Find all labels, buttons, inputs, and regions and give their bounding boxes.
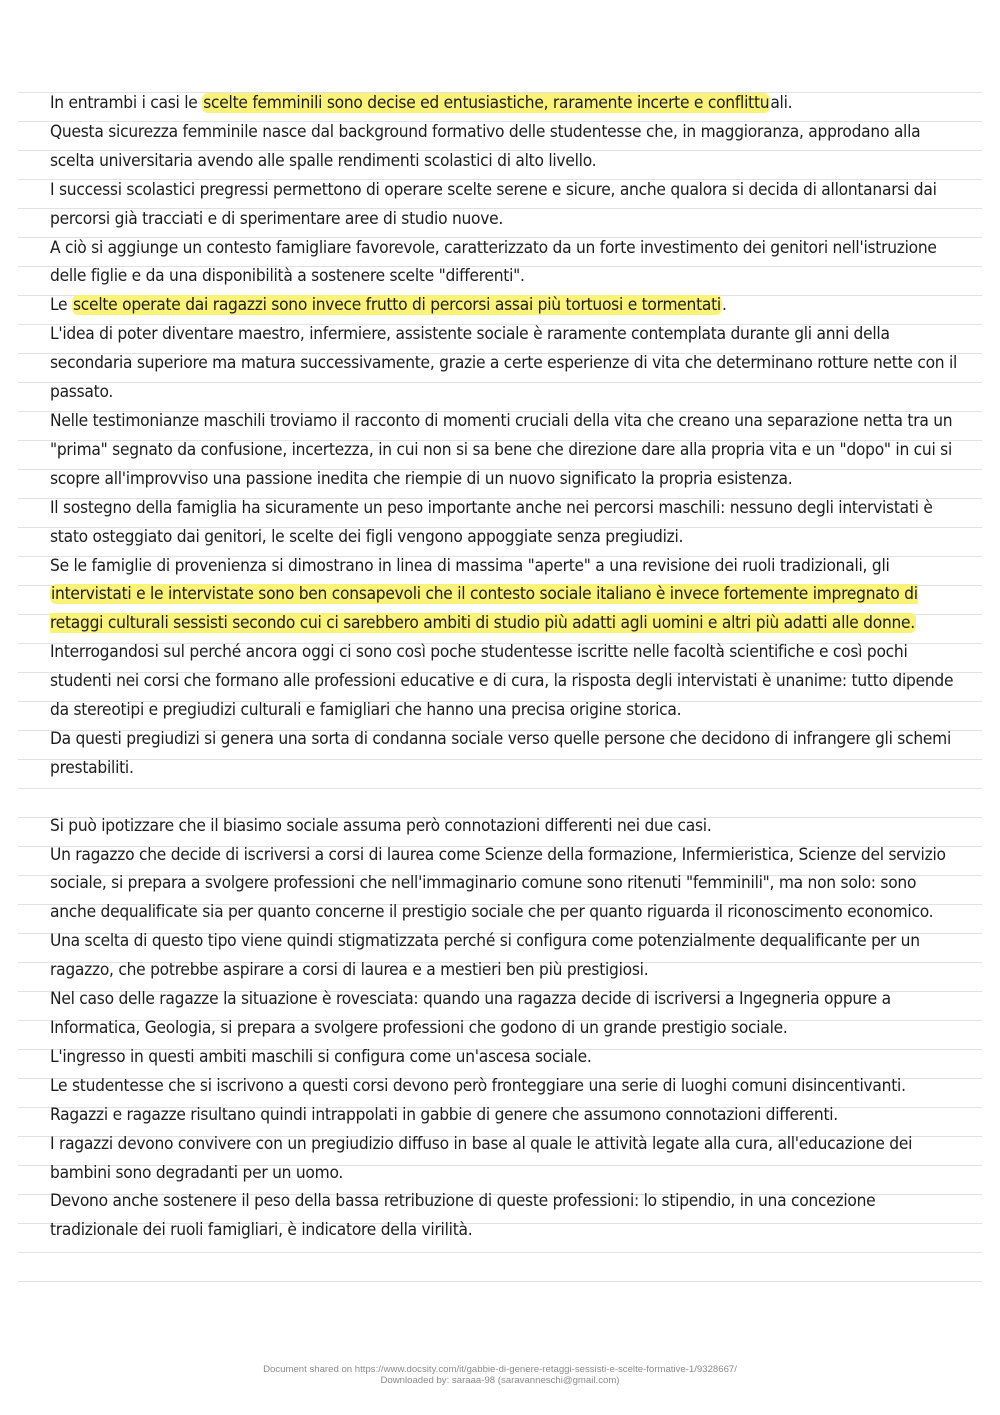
note-paragraph (50, 291, 960, 320)
paragraph-text: Nelle testimonianze maschili troviamo il racconto di momenti cruciali della vita che creano una separazione netta tra un "prima" segnato da confusione, incertezza, in cui non si sa bene che direzione dare alla propria vita e un "dopo" in cui si scopre all'improvviso una passione inedita che riempie di un nuovo significato la propria esistenza. (50, 410, 953, 489)
paragraph-text: Interrogandosi sul perché ancora oggi ci sono così poche studentesse iscritte nelle facoltà scientifiche e così pochi studenti nei corsi che formano alle professioni educative e di cura, la risposta degli intervistati è unanime: tutto dipende da stereotipi e pregiudizi culturali e famigliari che hanno una precisa origine storica. (50, 642, 954, 721)
note-paragraph (50, 1043, 960, 1072)
highlighted-text: intervistati e le intervistate sono ben consapevoli che il contesto sociale italiano è invece fortemente impregnato di retaggi culturali sessisti secondo cui ci sarebbero ambiti di studio più adatti agli uomini e altri più adatti alle donne. (50, 584, 918, 634)
note-paragraph (50, 927, 960, 985)
paragraph-text: Un ragazzo che decide di iscriversi a corsi di laurea come Scienze della formazione, Infermieristica, Scienze del servizio sociale, si prepara a svolgere professioni che nell'immaginario comune sono ritenuti "femminili", ma non solo: sono anche dequalificate sia per quanto concerne il prestigio sociale che per quanto riguarda il riconoscimento economico. (50, 844, 946, 923)
paragraph-text: A ciò si aggiunge un contesto famigliare favorevole, caratterizzato da un forte investimento dei genitori nell'istruzione delle figlie e da una disponibilità a sostenere scelte "differenti". (50, 237, 937, 287)
note-paragraph (50, 407, 960, 494)
footer-shared-link[interactable]: Document shared on https://www.docsity.com/it/gabbie-di-genere-retaggi-sessisti-e-scelte-formative-1/9328667/ (263, 1364, 737, 1375)
highlighted-text: scelte femminili sono decise ed entusiastiche, raramente incerte e conflittu (203, 93, 770, 113)
note-paragraph (50, 638, 960, 725)
note-paragraph (50, 1101, 960, 1130)
handwritten-notes (50, 89, 960, 1245)
paragraph-text: Questa sicurezza femminile nasce dal background formativo delle studentesse che, in maggioranza, approdano alla scelta universitaria avendo alle spalle rendimenti scolastici di alto livello. (50, 121, 921, 171)
note-paragraph (50, 985, 960, 1043)
note-paragraph (50, 494, 960, 552)
note-paragraph (50, 1072, 960, 1101)
bottom-margin (0, 1306, 1000, 1415)
note-paragraph (50, 1130, 960, 1188)
highlighted-text: scelte operate dai ragazzi sono invece frutto di percorsi assai più tortuosi e tormentati (73, 295, 721, 316)
footer-downloaded-by: Downloaded by: saraaa-98 (saravanneschi@gmail.com) (380, 1375, 620, 1386)
paragraph-text: Se le famiglie di provenienza si dimostrano in linea di massima "aperte" a una revisione dei ruoli tradizionali, gli (50, 555, 890, 576)
paragraph-text: Le studentesse che si iscrivono a questi corsi devono però fronteggiare una serie di luoghi comuni disincentivanti. (50, 1075, 906, 1096)
top-margin (0, 0, 1000, 64)
paragraph-text: Il sostegno della famiglia ha sicuramente un peso importante anche nei percorsi maschili: nessuno degli intervistati è stato osteggiato dai genitori, le scelte dei figli vengono appoggiate senza pregiudizi. (50, 497, 933, 547)
paragraph-text-end: . (721, 295, 727, 316)
paragraph-text: Nel caso delle ragazze la situazione è rovesciata: quando una ragazza decide di iscriversi a Ingegneria oppure a Informatica, Geologia, si prepara a svolgere professioni che godono di un grande prestigio sociale. (50, 989, 891, 1038)
paragraph-text: Da questi pregiudizi si genera una sorta di condanna sociale verso quelle persone che decidono di infrangere gli schemi prestabiliti. (50, 728, 952, 778)
paragraph-text: Ragazzi e ragazze risultano quindi intrappolati in gabbie di genere che assumono connotazioni differenti. (50, 1104, 838, 1125)
note-paragraph (50, 552, 960, 639)
paragraph-text: I ragazzi devono convivere con un pregiudizio diffuso in base al quale le attività legate alla cura, all'educazione dei bambini sono degradanti per un uomo. (50, 1133, 913, 1183)
note-paragraph (50, 725, 960, 783)
paragraph-text: L'idea di poter diventare maestro, infermiere, assistente sociale è raramente contemplata durante gli anni della secondaria superiore ma matura successivamente, grazie a certe esperienze di vita che determinano rotture nette con il passato. (50, 324, 958, 403)
paragraph-text: L'ingresso in questi ambiti maschili si configura come un'ascesa sociale. (50, 1046, 592, 1067)
paragraph-text: I successi scolastici pregressi permettono di operare scelte serene e sicure, anche qualora si decida di allontanarsi dai percorsi già tracciati e di sperimentare aree di studio nuove. (50, 179, 937, 229)
note-paragraph (50, 89, 960, 118)
paragraph-text: Le (50, 295, 72, 316)
note-paragraph (50, 234, 960, 292)
docsity-footer (0, 1364, 1000, 1386)
left-margin (0, 0, 18, 1415)
blank-line (50, 783, 960, 812)
right-margin (982, 0, 1000, 1415)
note-paragraph (50, 320, 960, 407)
note-paragraph (50, 118, 960, 176)
note-paragraph (50, 841, 960, 928)
note-paragraph (50, 1187, 960, 1245)
paragraph-text: In entrambi i casi le (50, 93, 203, 113)
paragraph-text: Una scelta di questo tipo viene quindi stigmatizzata perché si configura come potenzialmente dequalificante per un ragazzo, che potrebbe aspirare a corsi di laurea e a mestieri ben più prestigiosi. (50, 931, 920, 981)
paragraph-text: Si può ipotizzare che il biasimo sociale assuma però connotazioni differenti nei due casi. (50, 815, 712, 836)
note-paragraph (50, 812, 960, 841)
paragraph-text: Devono anche sostenere il peso della bassa retribuzione di queste professioni: lo stipendio, in una concezione tradizionale dei ruoli famigliari, è indicatore della virilità. (50, 1191, 876, 1241)
paragraph-text-end: ali. (770, 93, 793, 113)
note-paragraph (50, 176, 960, 234)
